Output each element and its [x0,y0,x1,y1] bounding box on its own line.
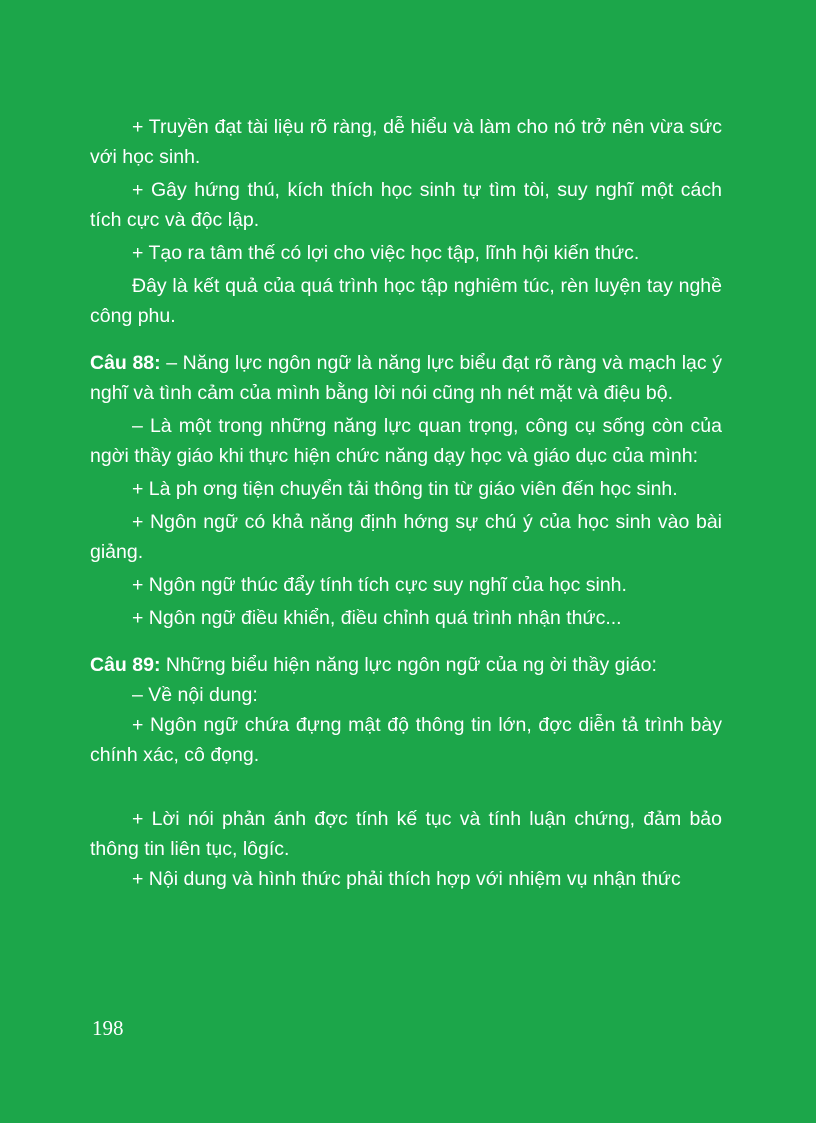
question-89-text: Những biểu hiện năng lực ngôn ngữ của ng ời thầy giáo: [160,654,657,676]
question-89-paragraph [90,650,722,680]
bullet-content-form: + Nội dung và hình thức phải thích hợp với nhiệm vụ nhận thức [132,868,681,890]
dash-important-tool: – Là một trong những năng lực quan trọng, công cụ sống còn của ngời thầy giáo khi thực hiện chức năng dạy học và giáo dục của mình: [90,415,722,467]
page-number: 198 [92,1016,124,1040]
dash-content: – Về nội dung: [132,684,258,706]
page-content [90,112,722,894]
conclusion-paragraph: Đây là kết quả của quá trình học tập nghiêm túc, rèn luyện tay nghề công phu. [90,275,722,327]
bullet-transfer-info: + Là ph ơng tiện chuyển tải thông tin từ giáo viên đến học sinh. [132,478,678,500]
question-88-paragraph [90,348,722,408]
bullet-arouse-interest: + Gây hứng thú, kích thích học sinh tự tìm tòi, suy nghĩ một cách tích cực và độc lập. [90,179,722,231]
bullet-promote-thinking: + Ngôn ngữ thúc đẩy tính tích cực suy nghĩ của học sinh. [132,574,627,596]
bullet-continuity: + Lời nói phản ánh đợc tính kế tục và tính luận chứng, đảm bảo thông tin liên tục, lôgíc. [90,808,722,860]
question-89-heading: Câu 89: [90,654,161,676]
bullet-information-density: + Ngôn ngữ chứa đựng mật độ thông tin lớn, đợc diễn tả trình bày chính xác, cô đọng. [90,714,722,766]
question-88-text: – Năng lực ngôn ngữ là năng lực biểu đạt rõ ràng và mạch lạc ý nghĩ và tình cảm của mình bằng lời nói cũng nh nét mặt và điệu bộ. [90,352,722,404]
bullet-create-mindset: + Tạo ra tâm thế có lợi cho việc học tập, lĩnh hội kiến thức. [132,242,640,264]
question-88-heading: Câu 88: [90,352,161,374]
bullet-convey-material: + Truyền đạt tài liệu rõ ràng, dễ hiểu và làm cho nó trở nên vừa sức với học sinh. [90,116,722,168]
bullet-control-cognition: + Ngôn ngữ điều khiển, điều chỉnh quá trình nhận thức... [132,607,622,629]
bullet-orient-attention: + Ngôn ngữ có khả năng định hớng sự chú ý của học sinh vào bài giảng. [90,511,722,563]
